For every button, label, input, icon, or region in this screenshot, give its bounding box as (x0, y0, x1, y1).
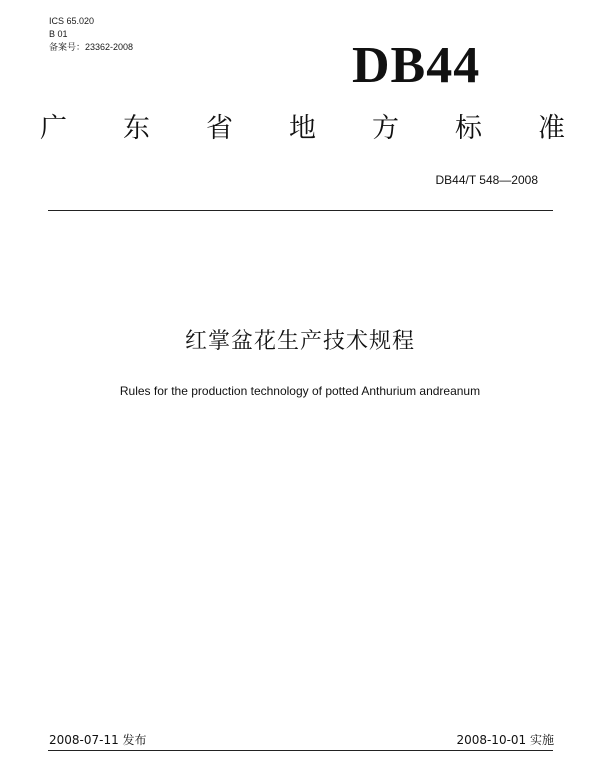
standard-type-char: 标 (455, 113, 482, 144)
standard-number: DB44/T 548—2008 (435, 173, 538, 187)
document-title-chinese: 红掌盆花生产技术规程 (184, 329, 415, 354)
standard-type-heading (40, 112, 565, 146)
ics-code: ICS 65.020 (49, 16, 95, 26)
standard-type-char: 准 (538, 113, 565, 144)
issue-date: 2008-07-11 发布 (49, 733, 147, 747)
implementation-date: 2008-10-01 实施 (456, 733, 554, 747)
standard-type-char: 省 (206, 113, 233, 144)
standard-metadata (49, 15, 133, 54)
standard-type-char: 方 (372, 113, 399, 144)
footer-divider (48, 750, 553, 751)
standard-type-char: 东 (123, 113, 150, 144)
standard-type-char: 广 (40, 113, 67, 144)
header-divider (48, 210, 553, 211)
category-code: B 01 (49, 29, 68, 39)
standard-type-char: 地 (289, 113, 316, 144)
document-title-english: Rules for the production technology of potted Anthurium andreanum (119, 384, 481, 398)
standard-logo: DB44 (352, 37, 481, 94)
record-number: 备案号：23362-2008 (49, 42, 134, 52)
